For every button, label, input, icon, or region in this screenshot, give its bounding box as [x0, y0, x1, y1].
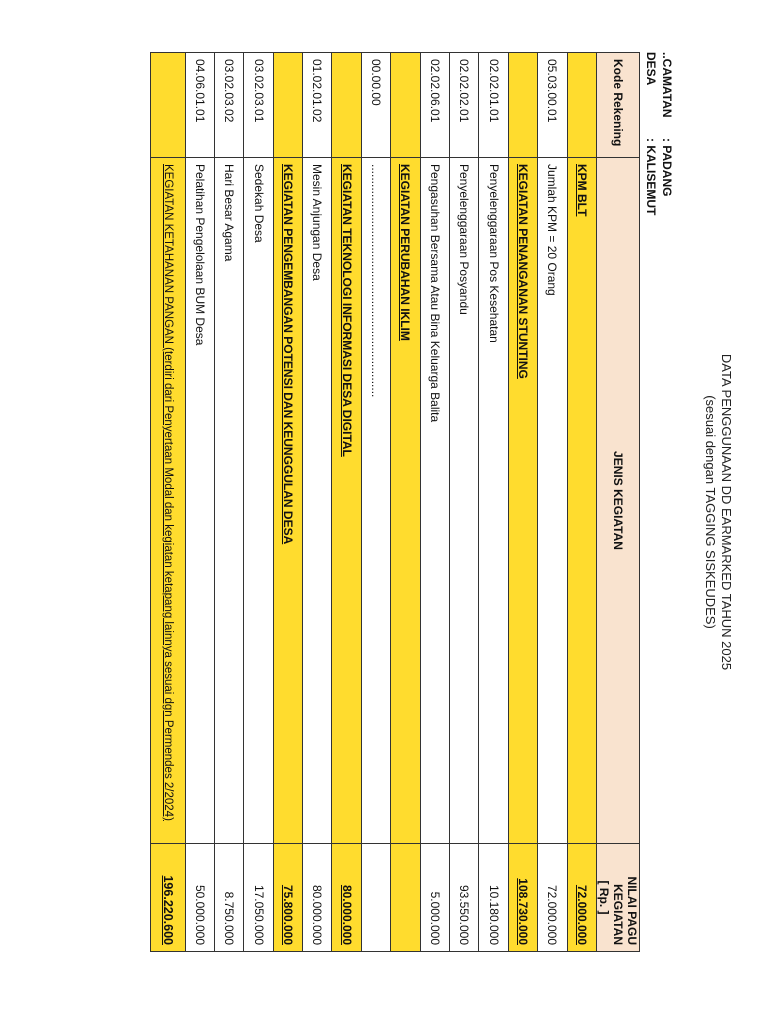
table-row: [479, 53, 508, 952]
meta-kecamatan: [660, 52, 674, 196]
jenis-cell: KEGIATAN PERUBAHAN IKLIM: [391, 158, 420, 844]
nilai-cell: 196.220.600: [150, 844, 185, 952]
kode-cell: 02.02.06.01: [420, 53, 449, 158]
document-subtitle: (sesuai dengan TAGGING SISKEUDES): [703, 395, 718, 629]
kode-cell: [567, 53, 596, 158]
jenis-cell: Penyelenggaraan Pos Kesehatan: [479, 158, 508, 844]
jenis-cell: Sedekah Desa: [244, 158, 273, 844]
kode-cell: 03.02.03.02: [214, 53, 243, 158]
section-row: [391, 53, 420, 952]
nilai-cell: [361, 844, 390, 952]
table-row: [361, 53, 390, 952]
nilai-cell: [391, 844, 420, 952]
jenis-cell: ......................................................................: [361, 158, 390, 844]
jenis-cell: KPM BLT: [567, 158, 596, 844]
jenis-cell: Penyelenggaraan Posyandu: [450, 158, 479, 844]
kode-cell: [508, 53, 537, 158]
table-row: [303, 53, 332, 952]
jenis-cell: Hari Besar Agama: [214, 158, 243, 844]
table-row: [185, 53, 214, 952]
nilai-cell: 50.000.000: [185, 844, 214, 952]
nilai-cell: 80.000.000: [332, 844, 361, 952]
section-row: [273, 53, 302, 952]
header-nilai-line2: [ Rp. ]: [597, 880, 611, 915]
kode-cell: 02.02.01.01: [479, 53, 508, 158]
nilai-cell: 108.730.000: [508, 844, 537, 952]
nilai-cell: 93.550.000: [450, 844, 479, 952]
table-row: [244, 53, 273, 952]
meta-value: : PADANG: [660, 138, 674, 197]
nilai-cell: 17.050.000: [244, 844, 273, 952]
kode-cell: [332, 53, 361, 158]
nilai-cell: 75.800.000: [273, 844, 302, 952]
header-kode-rekening: Kode Rekening: [597, 53, 640, 158]
jenis-cell: KEGIATAN KETAHANAN PANGAN (terdiri dari Penyertaan Modal dan kegiatan ketapang lainnya sesuai dgn Permendes 2/2024): [150, 158, 185, 844]
jenis-cell: Mesin Anjungan Desa: [303, 158, 332, 844]
kode-cell: 02.02.02.01: [450, 53, 479, 158]
meta-label: DESA: [644, 52, 658, 86]
section-row: [332, 53, 361, 952]
meta-value: : KALISEMUT: [644, 138, 658, 216]
jenis-cell: KEGIATAN TEKNOLOGI INFORMASI DESA DIGITAL: [332, 158, 361, 844]
nilai-cell: 8.750.000: [214, 844, 243, 952]
section-row: [567, 53, 596, 952]
jenis-cell: Pelatihan Pengelolaan BUM Desa: [185, 158, 214, 844]
jenis-cell: Jumlah KPM = 20 Orang: [538, 158, 567, 844]
kode-cell: 04.06.01.01: [185, 53, 214, 158]
nilai-cell: 10.180.000: [479, 844, 508, 952]
kode-cell: 01.02.01.02: [303, 53, 332, 158]
nilai-cell: 5.000.000: [420, 844, 449, 952]
kode-cell: [391, 53, 420, 158]
kode-cell: [150, 53, 185, 158]
nilai-cell: 72.000.000: [538, 844, 567, 952]
document-title: DATA PENGGUNAAN DD EARMARKED TAHUN 2025: [719, 353, 734, 671]
jenis-cell: Pengasuhan Bersama Atau Bina Keluarga Balita: [420, 158, 449, 844]
kode-cell: 00.00.00: [361, 53, 390, 158]
kode-cell: 03.02.03.01: [244, 53, 273, 158]
nilai-cell: 72.000.000: [567, 844, 596, 952]
jenis-cell: KEGIATAN PENANGANAN STUNTING: [508, 158, 537, 844]
table-header-row: [597, 53, 640, 952]
header-nilai-pagu: [597, 844, 640, 952]
table-row: [538, 53, 567, 952]
kode-cell: [273, 53, 302, 158]
meta-label: ..CAMATAN: [660, 52, 674, 118]
table-row: [450, 53, 479, 952]
kode-cell: 05.03.00.01: [538, 53, 567, 158]
table-row: [214, 53, 243, 952]
table-row: [420, 53, 449, 952]
section-row: [508, 53, 537, 952]
total-row: [150, 53, 185, 952]
header-nilai-line1: NILAI PAGU KEGIATAN: [611, 876, 639, 945]
meta-desa: [644, 52, 658, 215]
jenis-cell: KEGIATAN PENGEMBANGAN POTENSI DAN KEUNGGULAN DESA: [273, 158, 302, 844]
header-jenis-kegiatan: JENIS KEGIATAN: [597, 158, 640, 844]
activity-table: [150, 52, 640, 952]
nilai-cell: 80.000.000: [303, 844, 332, 952]
